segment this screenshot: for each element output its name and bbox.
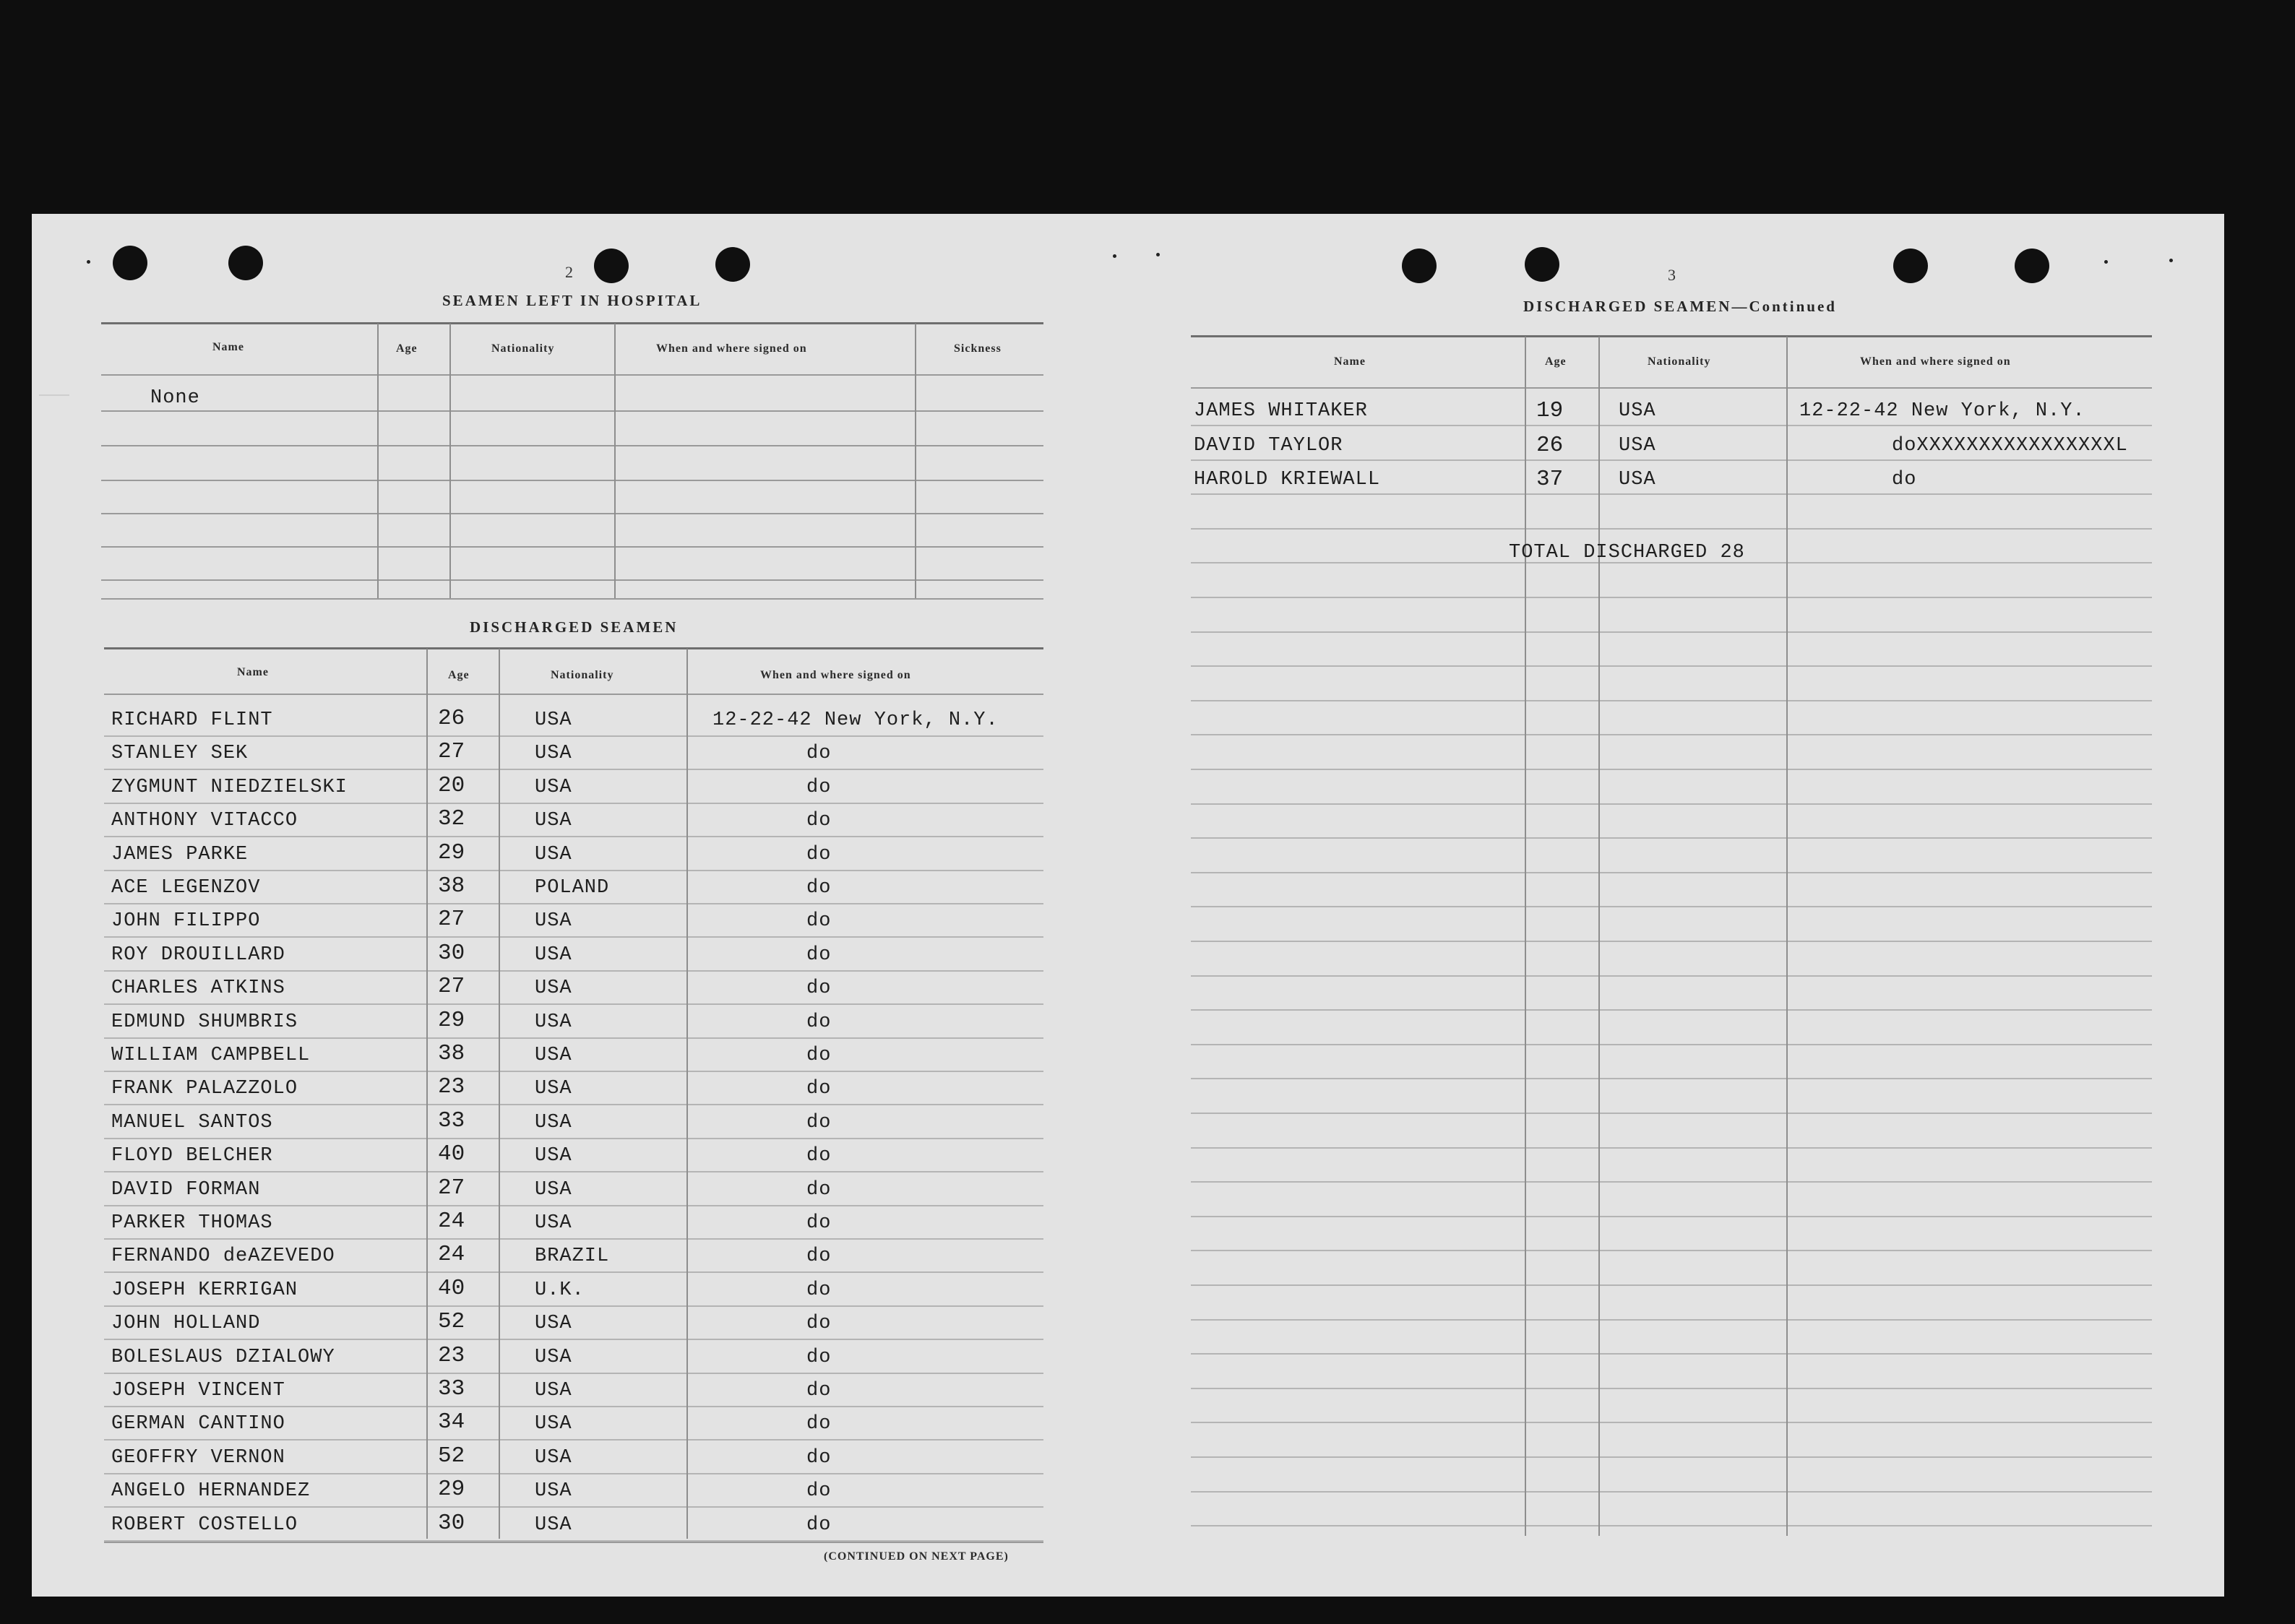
punch-hole xyxy=(113,246,147,280)
row-age: 40 xyxy=(438,1141,465,1167)
row-nationality: USA xyxy=(535,1480,572,1502)
row-rule xyxy=(104,1037,1043,1039)
row-nationality: POLAND xyxy=(535,877,610,899)
row-name: ANGELO HERNANDEZ xyxy=(111,1480,311,1502)
row-signed-on: do xyxy=(806,1045,832,1066)
row-signed-on: do xyxy=(806,743,832,764)
row-signed-on: 12-22-42 New York, N.Y. xyxy=(1799,400,2085,422)
row-age: 33 xyxy=(438,1108,465,1133)
row-rule xyxy=(1191,872,2152,873)
row-rule xyxy=(1191,1181,2152,1183)
rule xyxy=(101,445,1043,446)
row-rule xyxy=(1191,1284,2152,1286)
row-rule xyxy=(1191,1078,2152,1079)
rule xyxy=(101,546,1043,548)
punch-hole xyxy=(1525,247,1559,282)
row-rule xyxy=(1191,837,2152,839)
row-age: 20 xyxy=(438,773,465,798)
row-rule xyxy=(1191,1319,2152,1321)
row-age: 29 xyxy=(438,1477,465,1502)
row-name: ROY DROUILLARD xyxy=(111,944,285,966)
row-name: BOLESLAUS DZIALOWY xyxy=(111,1347,335,1368)
row-age: 38 xyxy=(438,1041,465,1066)
row-rule xyxy=(1191,1491,2152,1493)
row-signed-on: do xyxy=(806,1011,832,1033)
col-divider xyxy=(915,324,916,598)
row-age: 52 xyxy=(438,1443,465,1469)
speck xyxy=(1113,254,1116,258)
punch-hole xyxy=(594,249,629,283)
row-age: 27 xyxy=(438,1175,465,1201)
row-nationality: USA xyxy=(535,810,572,832)
row-nationality: USA xyxy=(1619,400,1656,422)
row-rule xyxy=(1191,1009,2152,1011)
rule xyxy=(101,579,1043,581)
row-rule xyxy=(1191,1250,2152,1251)
col-header-name: Name xyxy=(1334,355,1366,368)
row-signed-on: 12-22-42 New York, N.Y. xyxy=(712,709,999,731)
speck xyxy=(87,260,90,264)
rule xyxy=(104,647,1043,649)
col-divider xyxy=(1598,337,1600,1536)
rule xyxy=(1191,335,2152,337)
row-signed-on: do xyxy=(806,1078,832,1100)
row-name: PARKER THOMAS xyxy=(111,1212,273,1234)
rule xyxy=(101,480,1043,481)
row-name: WILLIAM CAMPBELL xyxy=(111,1045,311,1066)
row-nationality: USA xyxy=(535,1011,572,1033)
row-rule xyxy=(104,936,1043,938)
row-age: 26 xyxy=(438,706,465,731)
row-rule xyxy=(1191,1456,2152,1458)
row-age: 33 xyxy=(438,1376,465,1401)
row-age: 23 xyxy=(438,1343,465,1368)
row-rule xyxy=(1191,734,2152,735)
punch-hole xyxy=(715,247,750,282)
row-nationality: USA xyxy=(535,1447,572,1469)
row-nationality: U.K. xyxy=(535,1279,585,1301)
row-rule xyxy=(104,1138,1043,1139)
row-rule xyxy=(1191,1044,2152,1045)
col-divider xyxy=(377,324,379,598)
rule xyxy=(101,513,1043,514)
row-age: 27 xyxy=(438,974,465,999)
row-nationality: USA xyxy=(1619,469,1656,491)
row-rule xyxy=(104,1506,1043,1508)
col-header-nationality: Nationality xyxy=(1648,355,1711,368)
row-rule xyxy=(1191,803,2152,805)
punch-hole xyxy=(1893,249,1928,283)
row-name: JOSEPH KERRIGAN xyxy=(111,1279,298,1301)
col-header-age: Age xyxy=(448,669,470,681)
col-divider xyxy=(686,649,688,1539)
row-rule xyxy=(104,1373,1043,1374)
row-rule xyxy=(1191,906,2152,907)
row-name: ANTHONY VITACCO xyxy=(111,810,298,832)
row-nationality: USA xyxy=(535,1179,572,1201)
row-nationality: USA xyxy=(535,1413,572,1435)
row-name: STANLEY SEK xyxy=(111,743,249,764)
row-rule xyxy=(104,1305,1043,1307)
row-name: EDMUND SHUMBRIS xyxy=(111,1011,298,1033)
row-rule xyxy=(104,769,1043,770)
row-name: JOSEPH VINCENT xyxy=(111,1380,285,1401)
rule xyxy=(101,322,1043,324)
row-signed-on: do xyxy=(806,844,832,865)
row-signed-on: do xyxy=(806,1313,832,1334)
row-nationality: USA xyxy=(535,1145,572,1167)
row-nationality: USA xyxy=(535,1313,572,1334)
row-name: ZYGMUNT NIEDZIELSKI xyxy=(111,777,348,798)
hospital-entry: None xyxy=(150,387,200,409)
col-divider xyxy=(1525,337,1526,1536)
row-rule xyxy=(1191,1353,2152,1355)
row-name: JAMES WHITAKER xyxy=(1194,400,1368,422)
row-rule xyxy=(1191,941,2152,942)
row-name: DAVID FORMAN xyxy=(111,1179,261,1201)
rule xyxy=(104,1542,1043,1543)
row-age: 40 xyxy=(438,1276,465,1301)
row-rule xyxy=(104,1104,1043,1105)
row-age: 34 xyxy=(438,1409,465,1435)
row-name: JOHN FILIPPO xyxy=(111,910,261,932)
speck xyxy=(2104,260,2108,264)
row-rule xyxy=(1191,493,2152,495)
col-header-age: Age xyxy=(1545,355,1567,368)
total-discharged: TOTAL DISCHARGED 28 xyxy=(1509,542,1745,563)
row-age: 24 xyxy=(438,1209,465,1234)
rule xyxy=(1191,387,2152,389)
col-divider xyxy=(449,324,451,598)
row-nationality: USA xyxy=(535,1112,572,1133)
row-signed-on: do xyxy=(1892,469,1917,491)
row-signed-on: do xyxy=(806,1480,832,1502)
rule xyxy=(104,694,1043,695)
col-header-sickness: Sickness xyxy=(954,342,1002,355)
row-rule xyxy=(1191,1525,2152,1526)
row-rule xyxy=(1191,1147,2152,1149)
row-signed-on: do xyxy=(806,944,832,966)
col-header-signed: When and where signed on xyxy=(760,669,911,681)
col-header-signed: When and where signed on xyxy=(1860,355,2011,368)
row-signed-on: do xyxy=(806,910,832,932)
row-nationality: USA xyxy=(535,910,572,932)
row-nationality: USA xyxy=(535,743,572,764)
row-age: 29 xyxy=(438,840,465,865)
col-header-nationality: Nationality xyxy=(551,669,614,681)
col-divider xyxy=(614,324,616,598)
row-nationality: USA xyxy=(535,709,572,731)
row-name: FERNANDO deAZEVEDO xyxy=(111,1245,335,1267)
row-nationality: BRAZIL xyxy=(535,1245,610,1267)
row-nationality: USA xyxy=(535,1347,572,1368)
page-number: 2 xyxy=(565,263,573,281)
row-age: 52 xyxy=(438,1309,465,1334)
row-rule xyxy=(1191,769,2152,770)
row-rule xyxy=(1191,975,2152,977)
row-age: 32 xyxy=(438,806,465,832)
row-age: 29 xyxy=(438,1008,465,1033)
row-signed-on: do xyxy=(806,1112,832,1133)
discharged-continued-title: DISCHARGED SEAMEN—Continued xyxy=(1523,298,1837,315)
row-age: 26 xyxy=(1536,433,1564,458)
col-header-name: Name xyxy=(212,341,244,353)
row-name: RICHARD FLINT xyxy=(111,709,273,731)
row-name: CHARLES ATKINS xyxy=(111,977,285,999)
col-header-age: Age xyxy=(396,342,418,355)
row-rule xyxy=(104,1271,1043,1273)
row-rule xyxy=(104,1205,1043,1206)
row-signed-on: do xyxy=(806,810,832,832)
col-header-nationality: Nationality xyxy=(491,342,555,355)
row-name: GERMAN CANTINO xyxy=(111,1413,285,1435)
rule xyxy=(101,410,1043,412)
row-nationality: USA xyxy=(535,944,572,966)
row-signed-on: do xyxy=(806,1347,832,1368)
row-nationality: USA xyxy=(535,1380,572,1401)
row-rule xyxy=(1191,597,2152,598)
row-name: FLOYD BELCHER xyxy=(111,1145,273,1167)
col-divider xyxy=(1786,337,1788,1536)
row-name: GEOFFRY VERNON xyxy=(111,1447,285,1469)
row-nationality: USA xyxy=(535,844,572,865)
row-age: 24 xyxy=(438,1242,465,1267)
col-header-signed: When and where signed on xyxy=(656,342,807,355)
row-rule xyxy=(1191,1216,2152,1217)
row-age: 38 xyxy=(438,873,465,899)
row-signed-on: doXXXXXXXXXXXXXXXXL xyxy=(1892,435,2128,457)
row-rule xyxy=(1191,1113,2152,1114)
row-signed-on: do xyxy=(806,1145,832,1167)
continued-note: (CONTINUED ON NEXT PAGE) xyxy=(824,1550,1009,1563)
speck xyxy=(1156,253,1160,256)
row-rule xyxy=(1191,1388,2152,1389)
row-rule xyxy=(1191,459,2152,461)
row-signed-on: do xyxy=(806,977,832,999)
row-nationality: USA xyxy=(535,1045,572,1066)
row-rule xyxy=(1191,631,2152,633)
row-rule xyxy=(1191,528,2152,530)
row-name: MANUEL SANTOS xyxy=(111,1112,273,1133)
punch-hole xyxy=(228,246,263,280)
col-divider xyxy=(499,649,500,1539)
rule xyxy=(101,598,1043,600)
row-rule xyxy=(104,970,1043,972)
row-rule xyxy=(104,1003,1043,1005)
row-age: 23 xyxy=(438,1074,465,1100)
hospital-title: SEAMEN LEFT IN HOSPITAL xyxy=(442,292,702,309)
row-signed-on: do xyxy=(806,1279,832,1301)
row-nationality: USA xyxy=(535,1078,572,1100)
discharged-title: DISCHARGED SEAMEN xyxy=(470,618,679,636)
row-age: 30 xyxy=(438,941,465,966)
punch-hole xyxy=(2015,249,2049,283)
row-rule xyxy=(104,1406,1043,1407)
row-rule xyxy=(104,1238,1043,1240)
row-rule xyxy=(1191,665,2152,667)
row-rule xyxy=(104,803,1043,804)
row-name: ACE LEGENZOV xyxy=(111,877,261,899)
row-name: FRANK PALAZZOLO xyxy=(111,1078,298,1100)
col-header-name: Name xyxy=(237,666,269,678)
row-rule xyxy=(104,903,1043,904)
row-rule xyxy=(104,870,1043,871)
row-age: 19 xyxy=(1536,398,1564,423)
row-signed-on: do xyxy=(806,1380,832,1401)
row-rule xyxy=(1191,1422,2152,1423)
row-nationality: USA xyxy=(535,1212,572,1234)
row-rule xyxy=(1191,425,2152,426)
punch-hole xyxy=(1402,249,1437,283)
row-rule xyxy=(104,1071,1043,1072)
row-nationality: USA xyxy=(535,777,572,798)
row-age: 37 xyxy=(1536,467,1564,492)
row-age: 30 xyxy=(438,1511,465,1536)
row-rule xyxy=(104,1339,1043,1340)
row-signed-on: do xyxy=(806,1413,832,1435)
row-rule xyxy=(104,1439,1043,1441)
row-name: ROBERT COSTELLO xyxy=(111,1514,298,1536)
row-signed-on: do xyxy=(806,877,832,899)
row-name: JAMES PARKE xyxy=(111,844,249,865)
row-signed-on: do xyxy=(806,1514,832,1536)
row-age: 27 xyxy=(438,907,465,932)
row-rule xyxy=(104,1473,1043,1474)
col-divider xyxy=(426,649,428,1539)
row-rule xyxy=(104,735,1043,737)
rule xyxy=(101,374,1043,376)
row-nationality: USA xyxy=(535,1514,572,1536)
row-age: 27 xyxy=(438,739,465,764)
row-name: DAVID TAYLOR xyxy=(1194,435,1343,457)
speck xyxy=(2169,259,2173,262)
page-number: 3 xyxy=(1668,266,1676,284)
row-rule xyxy=(104,836,1043,837)
row-nationality: USA xyxy=(535,977,572,999)
row-signed-on: do xyxy=(806,777,832,798)
row-signed-on: do xyxy=(806,1179,832,1201)
row-rule xyxy=(1191,700,2152,701)
row-signed-on: do xyxy=(806,1447,832,1469)
row-rule xyxy=(104,1171,1043,1172)
row-nationality: USA xyxy=(1619,435,1656,457)
row-signed-on: do xyxy=(806,1245,832,1267)
row-name: JOHN HOLLAND xyxy=(111,1313,261,1334)
row-signed-on: do xyxy=(806,1212,832,1234)
edge-mark xyxy=(39,394,69,396)
row-name: HAROLD KRIEWALL xyxy=(1194,469,1381,491)
